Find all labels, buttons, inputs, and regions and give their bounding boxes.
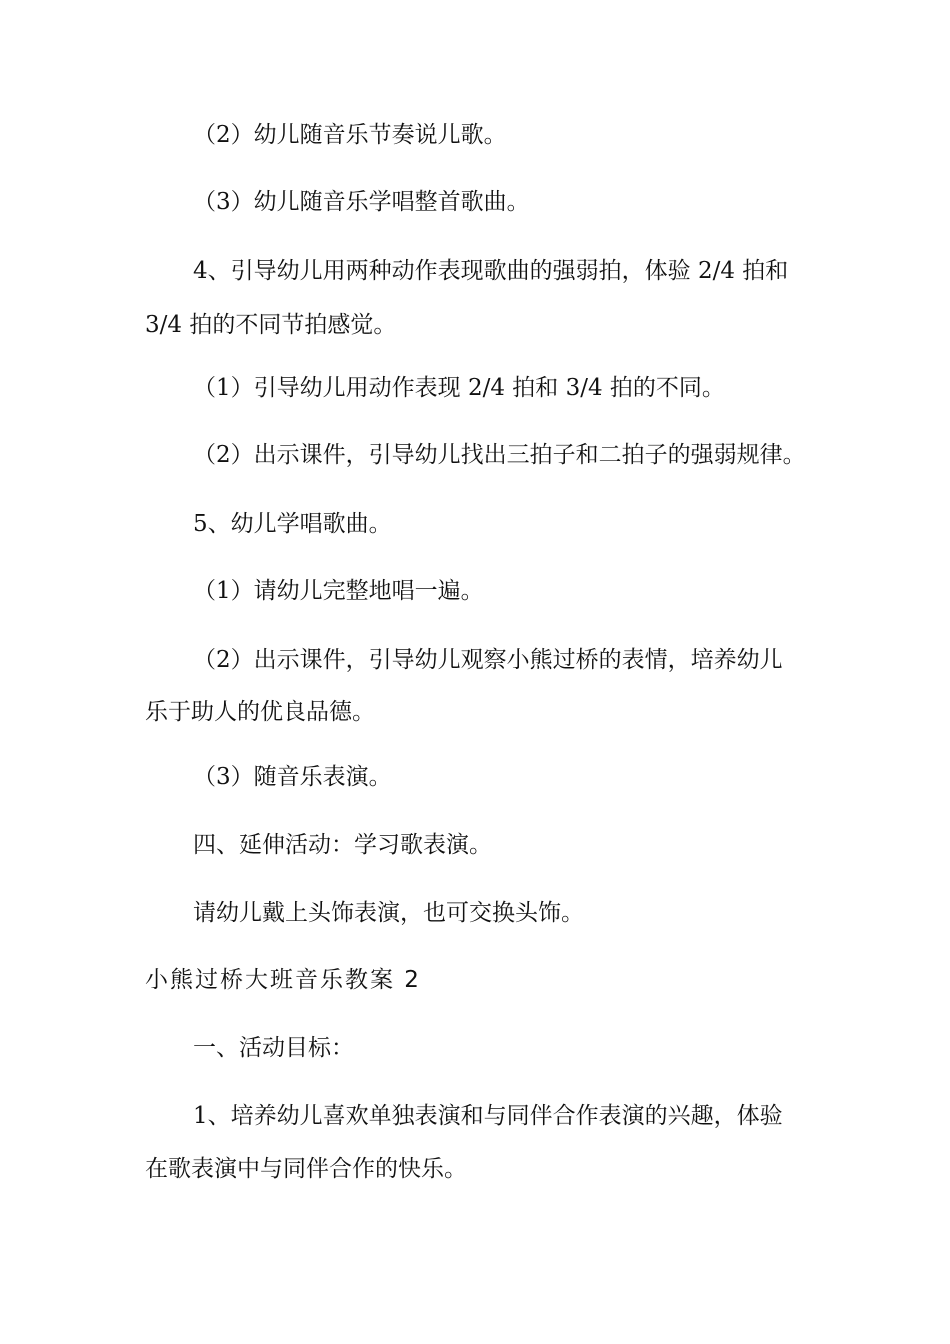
paragraph-line: 乐于助人的优良品德。 <box>145 699 375 725</box>
section-title: 小熊过桥大班音乐教案 2 <box>145 967 421 993</box>
paragraph-line: 4、引导幼儿用两种动作表现歌曲的强弱拍，体验 2/4 拍和 <box>193 258 789 284</box>
paragraph-line: （2）出示课件，引导幼儿找出三拍子和二拍子的强弱规律。 <box>193 442 806 468</box>
paragraph-line: （3）随音乐表演。 <box>193 764 392 790</box>
paragraph-line: 在歌表演中与同伴合作的快乐。 <box>145 1156 467 1182</box>
paragraph-line: （3）幼儿随音乐学唱整首歌曲。 <box>193 189 530 215</box>
paragraph-line: 请幼儿戴上头饰表演，也可交换头饰。 <box>193 900 584 926</box>
paragraph-line: 一、活动目标： <box>193 1035 354 1061</box>
paragraph-line: 5、幼儿学唱歌曲。 <box>193 511 392 537</box>
paragraph-line: （1）请幼儿完整地唱一遍。 <box>193 578 484 604</box>
paragraph-line: （2）幼儿随音乐节奏说儿歌。 <box>193 122 507 148</box>
paragraph-line: （1）引导幼儿用动作表现 2/4 拍和 3/4 拍的不同。 <box>193 375 725 401</box>
paragraph-line: （2）出示课件，引导幼儿观察小熊过桥的表情，培养幼儿 <box>193 647 783 673</box>
paragraph-line: 3/4 拍的不同节拍感觉。 <box>145 312 397 338</box>
paragraph-line: 1、培养幼儿喜欢单独表演和与同伴合作表演的兴趣，体验 <box>193 1103 783 1129</box>
paragraph-line: 四、延伸活动：学习歌表演。 <box>193 832 492 858</box>
